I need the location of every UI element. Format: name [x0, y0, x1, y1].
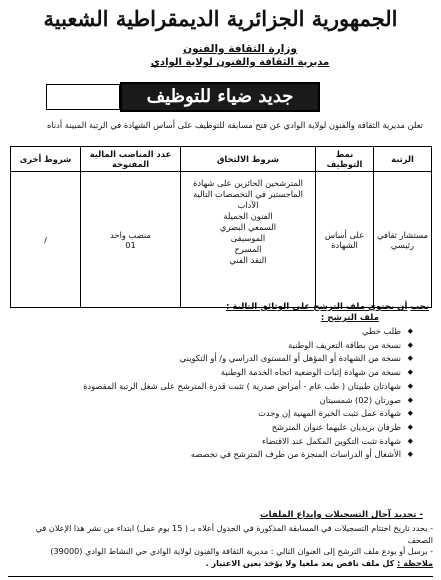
banner-side-box: [46, 84, 120, 110]
list-item: ◆ ظرفان بريديان عليهما عنوان المترشح: [13, 421, 413, 435]
deadline-section: [8, 523, 433, 569]
list-item: ◆ نسخة من بطاقة التعريف الوطنية: [13, 339, 413, 353]
cell-rank: مستشار ثقافي رئيسي: [374, 172, 432, 308]
address-paragraph: - يرسل أو يودع ملف الترشح إلى العنوان التالي : مديرية الثقافة والفنون لولاية الوادي حي النشاط الوادي (39000): [50, 546, 433, 556]
list-item: ◆ شهادتان طبيتان ( طب عام - أمراض صدرية ) تثبت قدرة المترشح على شغل الرتبة المقصودة: [13, 380, 413, 394]
list-item: ◆ شهادة تثبت التكوين المكمل عند الاقتضاء: [13, 435, 413, 449]
deadline-heading: - تحديد آجال التسجيلات وإيداع الملفات: [260, 510, 423, 520]
cell-other: /: [11, 172, 81, 308]
ministry-name: وزارة الثقافة والفنون: [183, 43, 297, 55]
header-mode: نمط التوظيف: [316, 147, 374, 172]
file-heading: ملف الترشح :: [320, 313, 379, 323]
cell-mode: على أساس الشهادة: [316, 172, 374, 308]
condition-line: الماجستير في التخصصات التالية: [193, 189, 303, 199]
positions-count: 01: [125, 239, 136, 250]
positions-text: منصب واحد: [110, 229, 151, 240]
table-header-row: [11, 147, 432, 172]
republic-title: الجمهورية الجزائرية الديمقراطية الشعبية: [43, 6, 398, 31]
condition-line: الآداب: [237, 200, 259, 210]
note-text: كل ملف ناقص يعد ملغيا ولا يؤخذ بعين الاعتبار .: [205, 557, 395, 568]
list-item: ◆ الأشغال أو الدراسات المنجزة من طرف المترشح في تخصصه: [13, 448, 413, 462]
header-positions: عدد المناصب المالية المفتوحة: [81, 147, 181, 172]
documents-list: [13, 325, 413, 462]
condition-line: المترشحين الحائزين على شهادة: [193, 178, 303, 188]
directorate-name: مديرية الثقافة والفنون لولاية الوادي: [150, 57, 330, 68]
condition-line: النقد الفني: [229, 255, 267, 265]
header-other: شروط أخرى: [11, 147, 81, 172]
list-item: ◆ شهادة عمل تثبت الخبرة المهنية إن وجدت: [13, 407, 413, 421]
list-item: ◆ نسخة من شهادة إثبات الوضعية اتجاه الخدمة الوطنية: [13, 366, 413, 380]
condition-line: الموسيقى: [230, 233, 266, 243]
condition-line: المسرح: [234, 244, 262, 254]
bottom-divider: [8, 576, 433, 577]
note-label: ملاحظة :: [397, 557, 433, 568]
condition-line: السمعي البصري: [219, 222, 277, 232]
documents-heading-text: أن يحتوي ملف الترشح على الوثائق التالية :: [225, 302, 408, 312]
list-item: ◆ طلب خطي: [13, 325, 413, 339]
intro-paragraph: تعلن مديرية الثقافة والفنون لولاية الوادي عن فتح مسابقة للتوظيف على أساس الشهادة في الرتبة المبينة أدناه: [47, 120, 423, 130]
condition-line: الفنون الجميلة: [223, 211, 273, 221]
list-item: ◆ نسخة من الشهادة أو المؤهل أو المستوى الدراسي و/ أو التكويني: [13, 352, 413, 366]
documents-heading: [9, 301, 429, 313]
ministry-block: [120, 42, 360, 70]
list-item: ◆ صورتان (02) شمسيتان: [13, 394, 413, 408]
cell-conditions: [181, 172, 316, 308]
table-row: [11, 172, 432, 308]
positions-table: [10, 146, 432, 308]
deadline-paragraph: - يحدد تاريخ اختتام التسجيلات في المسابقة المذكورة في الجدول أعلاه بـ ( 15 يوم عمل) ابتداء من نشر هذا الإعلان في الصحف: [35, 523, 433, 545]
cell-positions: [81, 172, 181, 308]
recruitment-banner: جديد ضياء للتوظيف: [120, 82, 320, 112]
header-rank: الرتبة: [374, 147, 432, 172]
header-conditions: شروط الالتحاق: [181, 147, 316, 172]
documents-heading-prefix: يجب: [410, 302, 429, 312]
note-line: [8, 558, 433, 570]
